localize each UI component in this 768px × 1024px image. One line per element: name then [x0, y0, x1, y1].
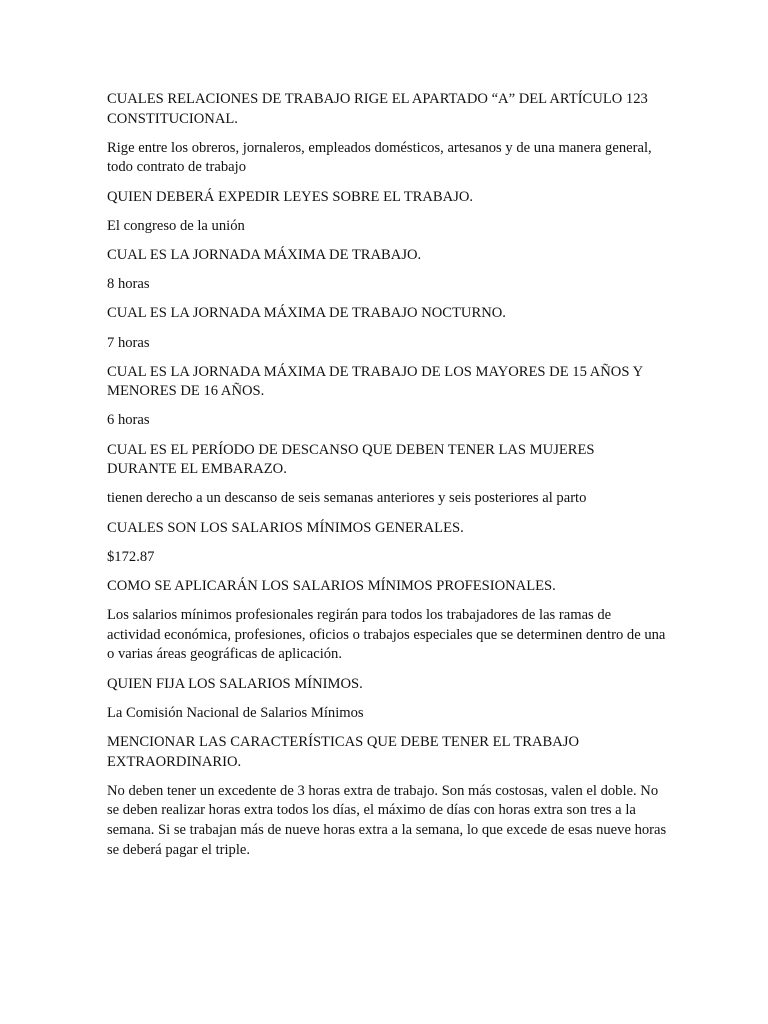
answer-2: El congreso de la unión: [107, 217, 245, 234]
question-8: COMO SE APLICARÁN LOS SALARIOS MÍNIMOS PROFESIONALES.: [107, 578, 556, 594]
question-9: QUIEN FIJA LOS SALARIOS MÍNIMOS.: [107, 675, 363, 692]
question-7: CUALES SON LOS SALARIOS MÍNIMOS GENERALES.: [107, 519, 464, 536]
answer-8: Los salarios mínimos profesionales regirán para todos los trabajadores de las ramas de actividad económica, profesiones, oficios o trabajos especiales que se determinen dentro de una o varias áreas geográficas de aplicación.: [107, 607, 666, 663]
answer-10: No deben tener un excedente de 3 horas extra de trabajo. Son más costosas, valen el doble. No se deben realizar horas extra todos los días, el máximo de días con horas extra son tres a la semana. Si se trabajan más de nueve horas extra a la semana, lo que excede de esas nueve horas se deberá pagar el triple.: [107, 782, 667, 858]
question-3: CUAL ES LA JORNADA MÁXIMA DE TRABAJO.: [107, 246, 422, 263]
question-5: CUAL ES LA JORNADA MÁXIMA DE TRABAJO DE LOS MAYORES DE 15 AÑOS Y MENORES DE 16 AÑOS.: [107, 363, 643, 400]
question-6: CUAL ES EL PERÍODO DE DESCANSO QUE DEBEN TENER LAS MUJERES DURANTE EL EMBARAZO.: [107, 441, 595, 478]
answer-4: 7 horas: [107, 334, 150, 351]
answer-6: tienen derecho a un descanso de seis semanas anteriores y seis posteriores al parto: [107, 490, 587, 507]
question-4: CUAL ES LA JORNADA MÁXIMA DE TRABAJO NOCTURNO.: [107, 305, 506, 322]
question-10: MENCIONAR LAS CARACTERÍSTICAS QUE DEBE TENER EL TRABAJO EXTRAORDINARIO.: [107, 733, 580, 770]
document-body: [107, 90, 667, 870]
answer-1: Rige entre los obreros, jornaleros, empleados domésticos, artesanos y de una manera general, todo contrato de trabajo: [107, 139, 652, 176]
answer-7: $172.87: [107, 548, 155, 565]
answer-9: La Comisión Nacional de Salarios Mínimos: [107, 704, 364, 721]
question-1: CUALES RELACIONES DE TRABAJO RIGE EL APARTADO “A” DEL ARTÍCULO 123 CONSTITUCIONAL.: [107, 91, 648, 127]
answer-5: 6 horas: [107, 412, 150, 429]
answer-3: 8 horas: [107, 276, 150, 293]
question-2: QUIEN DEBERÁ EXPEDIR LEYES SOBRE EL TRABAJO.: [107, 188, 474, 205]
